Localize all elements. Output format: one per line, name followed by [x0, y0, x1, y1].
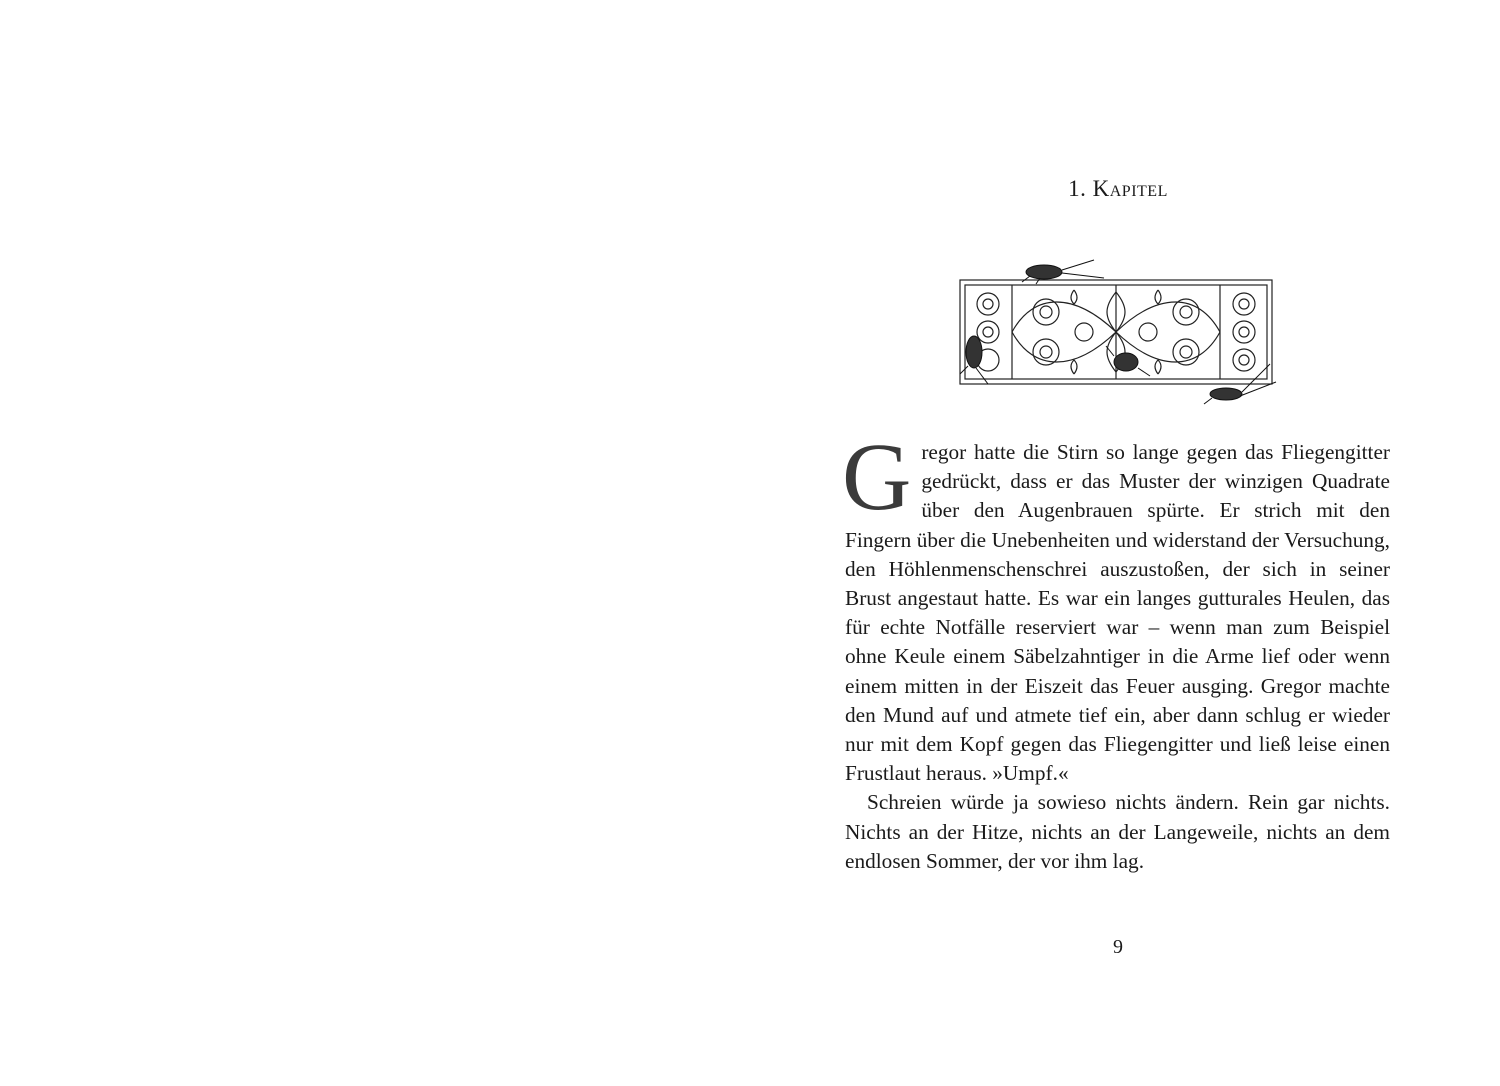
- paragraph-2: Schreien würde ja sowieso nichts ändern. Rein gar nichts. Nichts an der Hitze, nichts an der Langeweile, nichts an dem endlosen Sommer, der vor ihm lag.: [845, 790, 1390, 873]
- paragraph-1: [842, 423, 1390, 788]
- chapter-heading: 1. Kapitel: [1068, 176, 1168, 201]
- grate-beetle-ornament-icon: [954, 252, 1284, 408]
- drop-cap: G: [842, 423, 912, 530]
- page-number: 9: [1113, 936, 1123, 958]
- paragraph-1-text: regor hatte die Stirn so lange gegen das Fliegengitter gedrückt, dass er das Muster der winzigen Quadrate über den Augenbrauen spürte. Er strich mit den Fingern über die Unebenheiten und widerstand der Versuchung, den Höhlenmenschenschrei auszustoßen, der sich in seiner Brust angestaut hatte. Es war ein langes gutturales Heulen, das für echte Notfälle reserviert war – wenn man zum Beispiel ohne Keule einem Säbelzahntiger in die Arme lief oder wenn einem mitten in der Eiszeit das Feuer ausging. Gregor machte den Mund auf und atmete tief ein, aber dann schlug er wieder nur mit dem Kopf gegen das Fliegengitter und ließ leise einen Frustlaut heraus. »Umpf.«: [845, 440, 1390, 786]
- right-page: [750, 0, 1500, 1086]
- chapter-body-text: [842, 423, 1390, 876]
